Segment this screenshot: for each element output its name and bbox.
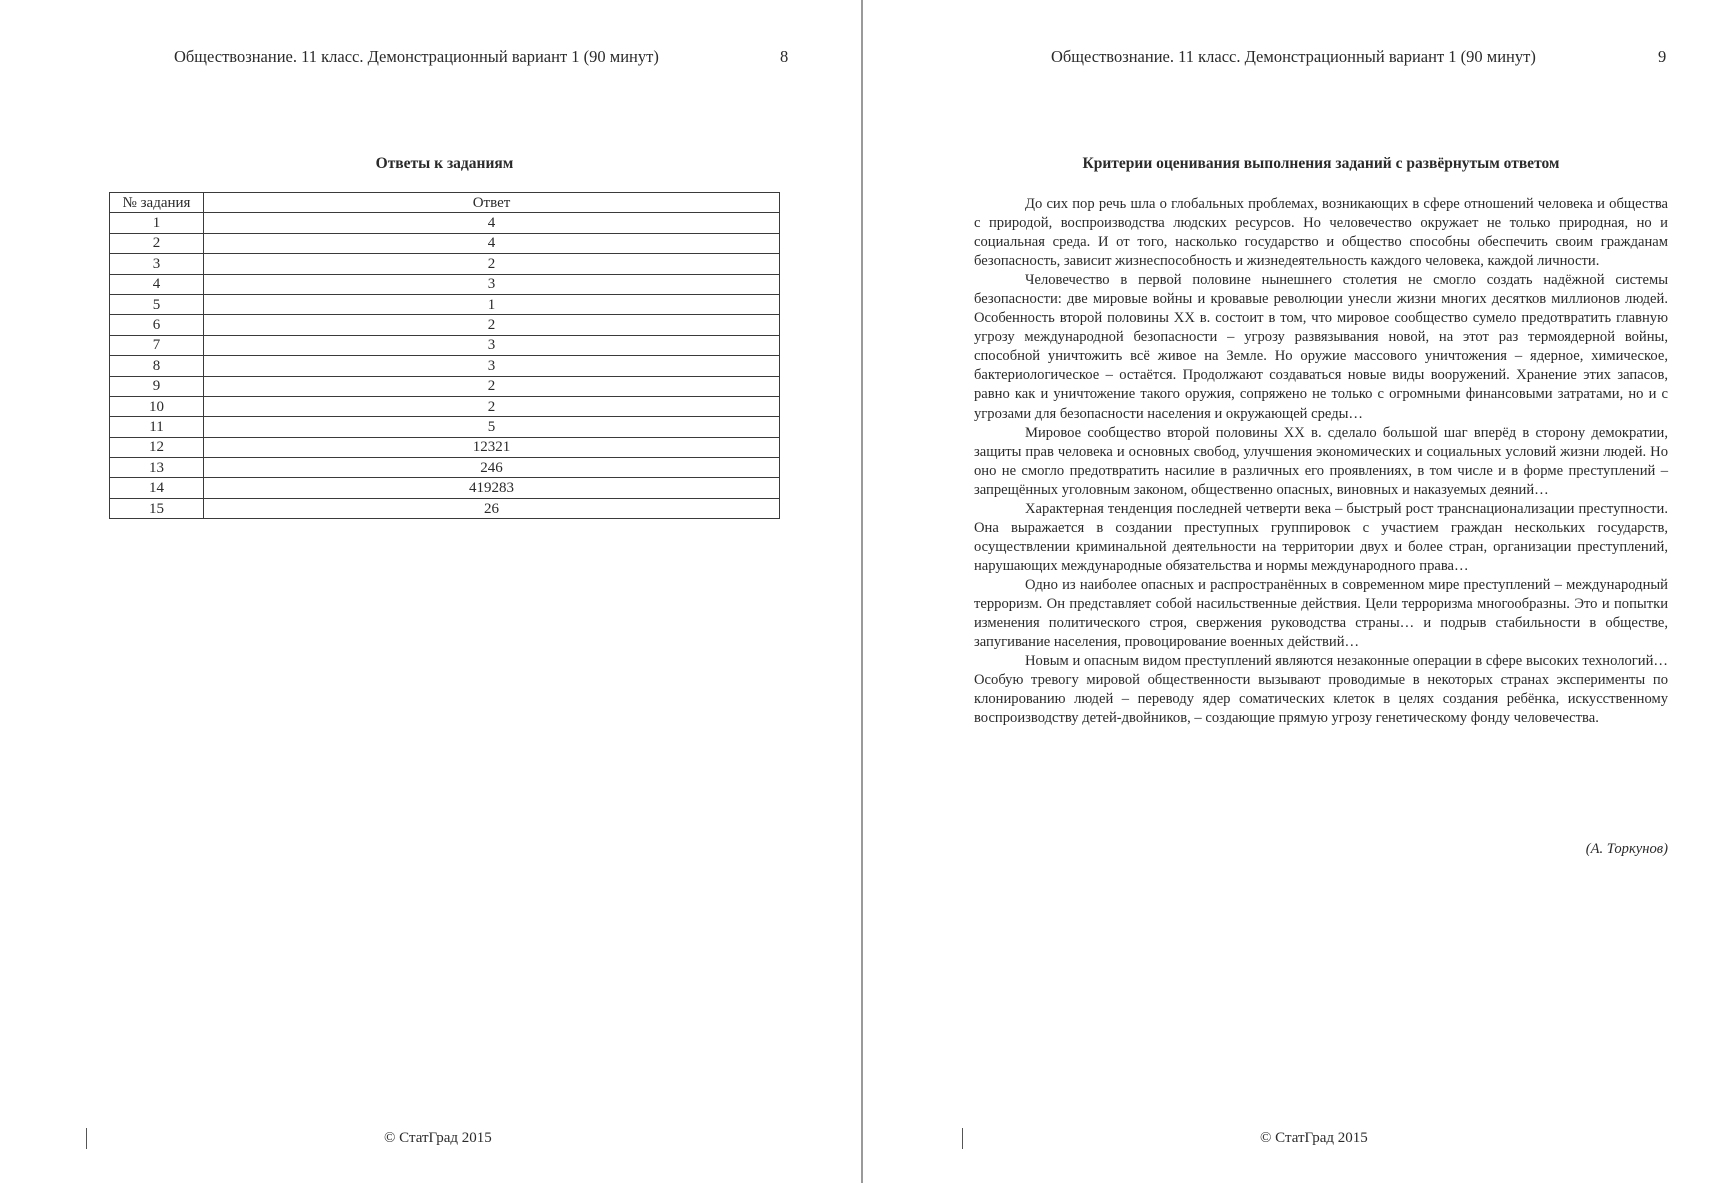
answer-cell: 26 [204,498,780,518]
table-row [110,294,780,314]
task-number-cell: 15 [110,498,204,518]
footer-margin-mark [962,1128,963,1149]
answers-table-body [110,213,780,519]
column-header-answer: Ответ [204,193,780,213]
footer-copyright: © СтатГрад 2015 [1260,1130,1368,1146]
table-header-row [110,193,780,213]
table-row [110,356,780,376]
task-number-cell: 8 [110,356,204,376]
article-text [974,195,1668,728]
table-row [110,396,780,416]
table-row [110,274,780,294]
running-header: Обществознание. 11 класс. Демонстрационный вариант 1 (90 минут) [1051,47,1536,66]
footer-margin-mark [86,1128,87,1149]
answer-cell: 1 [204,294,780,314]
criteria-title: Критерии оценивания выполнения заданий с развёрнутым ответом [1082,155,1560,172]
answer-cell: 4 [204,233,780,253]
left-page [0,0,861,1183]
answers-title: Ответы к заданиям [375,155,514,172]
table-row [110,478,780,498]
footer-copyright: © СтатГрад 2015 [384,1130,492,1146]
answer-cell: 2 [204,376,780,396]
answer-cell: 3 [204,335,780,355]
table-row [110,437,780,457]
paragraph: Характерная тенденция последней четверти века – быстрый рост транснационализации преступности. Она выражается в создании преступных группировок с участием граждан нескольких государств, осуществлении криминальной деятельности на территории двух и более стран, организации преступлений, нарушающих международные обязательства и нормы международного права… [974,500,1668,574]
running-header: Обществознание. 11 класс. Демонстрационный вариант 1 (90 минут) [174,47,659,66]
task-number-cell: 4 [110,274,204,294]
table-row [110,233,780,253]
task-number-cell: 2 [110,233,204,253]
task-number-cell: 13 [110,458,204,478]
task-number-cell: 10 [110,396,204,416]
table-row [110,498,780,518]
paragraph: Мировое сообщество второй половины XX в. сделало большой шаг вперёд в сторону демократии, защиты прав человека и основных свобод, улучшения экономических и социальных условий жизни людей. Но оно не смогло предотвратить насилие в различных его проявлениях, в том числе и в форме преступлений – запрещённых уголовным законом, общественно опасных, виновных и наказуемых деяний… [974,424,1668,498]
paragraph: До сих пор речь шла о глобальных проблемах, возникающих в сфере отношений человека и общества с природой, воспроизводства людских ресурсов. Но человечество окружает не только природная, но и социальная среда. И от того, насколько государство и общество способны обеспечить своим гражданам безопасность, зависит жизнеспособность и жизнедеятельность каждого человека, каждой личности. [974,196,1668,270]
paragraph: Одно из наиболее опасных и распространённых в современном мире преступлений – международный терроризм. Он представляет собой насильственные действия. Цели терроризма многообразны. Это и попытки изменения политического строя, свержения руководства страны… и подрыв стабильности в обществе, запугивание населения, провоцирование военных действий… [974,576,1668,651]
answer-cell: 419283 [204,478,780,498]
answer-cell: 5 [204,417,780,437]
attribution: (А. Торкунов) [1585,841,1668,857]
answer-cell: 12321 [204,437,780,457]
answer-cell: 3 [204,274,780,294]
answer-cell: 2 [204,315,780,335]
task-number-cell: 12 [110,437,204,457]
page-number: 8 [780,47,789,66]
task-number-cell: 14 [110,478,204,498]
answers-table [109,192,780,519]
task-number-cell: 11 [110,417,204,437]
answer-cell: 4 [204,213,780,233]
paragraph: Человечество в первой половине нынешнего столетия не смогло создать надёжной системы безопасности: две мировые войны и кровавые революции унесли жизни многих десятков миллионов людей. Особенность второй половины XX в. состоит в том, что мировое сообщество сумело предотвратить главную угрозу международной безопасности – угрозу развязывания новой, на этот раз термоядерной войны, способной уничтожить всё живое на Земле. Но оружие массового уничтожения – ядерное, химическое, бактериологическое – остаётся. Продолжают создаваться новые виды вооружений. Хранение этих запасов, равно как и уничтожение такого оружия, сопряжено не только с огромными финансовыми затратами, но и с угрозами для безопасности населения и окружающей среды… [974,272,1668,422]
answer-cell: 2 [204,396,780,416]
table-row [110,335,780,355]
table-row [110,417,780,437]
task-number-cell: 5 [110,294,204,314]
task-number-cell: 6 [110,315,204,335]
task-number-cell: 3 [110,254,204,274]
answer-cell: 246 [204,458,780,478]
paragraph: Новым и опасным видом преступлений являются незаконные операции в сфере высоких технологий… Особую тревогу мировой общественности вызывают проводимые в некоторых странах эксперименты по клонированию людей – переводу ядер соматических клеток в целях создания ребёнка, искусственному воспроизводству детей-двойников, – создающие прямую угрозу генетическому фонду человечества. [974,653,1668,727]
answer-cell: 3 [204,356,780,376]
table-row [110,254,780,274]
column-header-task: № задания [110,193,204,213]
task-number-cell: 7 [110,335,204,355]
task-number-cell: 9 [110,376,204,396]
table-row [110,315,780,335]
task-number-cell: 1 [110,213,204,233]
page-number: 9 [1658,47,1667,66]
table-row [110,458,780,478]
answer-cell: 2 [204,254,780,274]
table-row [110,376,780,396]
table-row [110,213,780,233]
